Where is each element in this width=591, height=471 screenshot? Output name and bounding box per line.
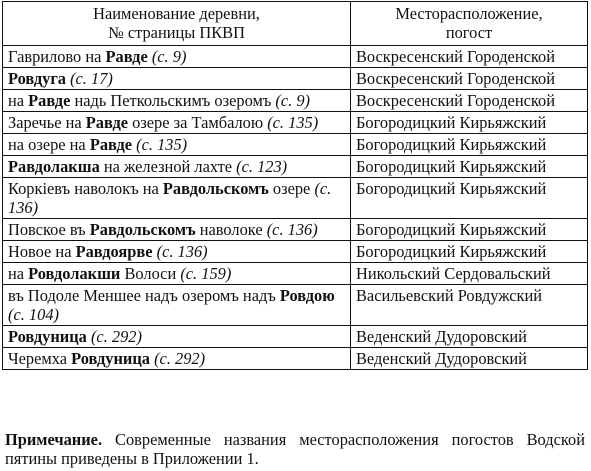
village-name-cell — [3, 134, 351, 156]
village-name-bold: Ровдою — [279, 286, 335, 305]
village-name-bold: Равде — [28, 91, 71, 110]
table-row — [3, 178, 588, 219]
header-village-name — [3, 2, 351, 46]
village-name-bold: Ровдолакши — [28, 264, 121, 283]
village-name-text: Гаврилово на — [8, 47, 106, 66]
table-row — [3, 90, 588, 112]
village-name-text: на железной лахте — [99, 157, 237, 176]
village-name-bold: Равдоярве — [75, 242, 153, 261]
page-reference: (с. 17) — [70, 69, 113, 88]
location-cell: Никольский Сердовальский — [351, 263, 588, 285]
page-reference: (с. 136) — [156, 242, 208, 261]
location-cell: Веденский Дудоровский — [351, 348, 588, 370]
village-name-cell — [3, 156, 351, 178]
village-name-cell — [3, 90, 351, 112]
village-name-cell — [3, 348, 351, 370]
table-header-row — [3, 2, 588, 46]
table-row — [3, 241, 588, 263]
table-row — [3, 112, 588, 134]
village-name-text: Новое на — [8, 242, 76, 261]
village-name-text: Волоси — [120, 264, 181, 283]
footnote-label: Примечание. — [5, 430, 103, 449]
village-name-bold: Равде — [85, 113, 129, 132]
table-row — [3, 326, 588, 348]
location-cell: Богородицкий Кирьяжский — [351, 134, 588, 156]
village-name-text: Коркiевъ наволокъ на — [8, 179, 163, 198]
village-name-cell — [3, 219, 351, 241]
page-reference: (с. 104) — [8, 305, 59, 324]
table-row — [3, 156, 588, 178]
page-reference: (с. 136) — [266, 220, 318, 239]
location-cell: Богородицкий Кирьяжский — [351, 112, 588, 134]
village-name-cell — [3, 326, 351, 348]
table-row — [3, 46, 588, 68]
page-reference: (с. 292) — [154, 349, 206, 368]
header-line: Месторасположение, — [395, 4, 543, 23]
header-location — [351, 2, 588, 46]
village-name-text: озере за Тамбалою — [128, 113, 268, 132]
location-cell: Богородицкий Кирьяжский — [351, 219, 588, 241]
village-name-text: на — [8, 91, 29, 110]
village-name-text: Заречье на — [8, 113, 86, 132]
location-cell: Воскресенский Городенской — [351, 46, 588, 68]
village-name-text: Повское въ — [8, 220, 90, 239]
village-name-bold: Равдольскомъ — [89, 220, 196, 239]
village-name-bold: Ровдуга — [8, 69, 66, 88]
village-name-bold: Ровдуница — [71, 349, 150, 368]
page-reference: (с. 9) — [275, 91, 310, 110]
village-name-text: въ Подоле Меншее надъ озеромъ надъ — [8, 286, 280, 305]
page-reference: (с. 123) — [236, 157, 288, 176]
footnote — [5, 430, 585, 468]
villages-table — [2, 1, 588, 370]
village-name-text: на озере на — [8, 135, 90, 154]
village-name-bold: Равде — [89, 135, 133, 154]
village-name-text: на — [8, 264, 29, 283]
village-name-cell — [3, 241, 351, 263]
table-row — [3, 348, 588, 370]
village-name-cell — [3, 178, 351, 219]
village-name-cell — [3, 263, 351, 285]
village-name-bold: Равдолакша — [8, 157, 100, 176]
location-cell: Воскресенский Городенской — [351, 90, 588, 112]
village-name-cell — [3, 285, 351, 326]
header-line: погост — [445, 23, 493, 42]
location-cell: Воскресенский Городенской — [351, 68, 588, 90]
village-name-text: Черемха — [8, 349, 72, 368]
location-cell: Богородицкий Кирьяжский — [351, 178, 588, 219]
village-name-bold: Ровдуница — [8, 327, 87, 346]
page-reference: (с. 135) — [136, 135, 188, 154]
table-row — [3, 219, 588, 241]
village-name-text: надь Петкольскимъ озеромъ — [70, 91, 276, 110]
location-cell: Веденский Дудоровский — [351, 326, 588, 348]
header-line: Наименование деревни, — [93, 4, 260, 23]
table-row — [3, 263, 588, 285]
page-reference: (с. 136) — [8, 179, 332, 217]
page-reference: (с. 292) — [90, 327, 142, 346]
page-reference: (с. 135) — [267, 113, 319, 132]
village-name-text: наволоке — [195, 220, 267, 239]
header-line: № страницы ПКВП — [108, 23, 245, 42]
location-cell: Богородицкий Кирьяжский — [351, 156, 588, 178]
village-name-bold: Равде — [105, 47, 148, 66]
village-name-cell — [3, 46, 351, 68]
village-name-cell — [3, 68, 351, 90]
village-name-bold: Равдольскомъ — [162, 179, 269, 198]
location-cell: Богородицкий Кирьяжский — [351, 241, 588, 263]
table-row — [3, 285, 588, 326]
table-row — [3, 134, 588, 156]
page-reference: (с. 9) — [151, 47, 187, 66]
page-reference: (с. 159) — [180, 264, 232, 283]
village-name-text: озере — [268, 179, 315, 198]
footnote-text: Современные названия месторасположения погостов Водской пятины приведены в Приложении 1. — [5, 430, 585, 468]
location-cell: Васильевский Ровдужский — [351, 285, 588, 326]
village-name-cell — [3, 112, 351, 134]
table-row — [3, 68, 588, 90]
